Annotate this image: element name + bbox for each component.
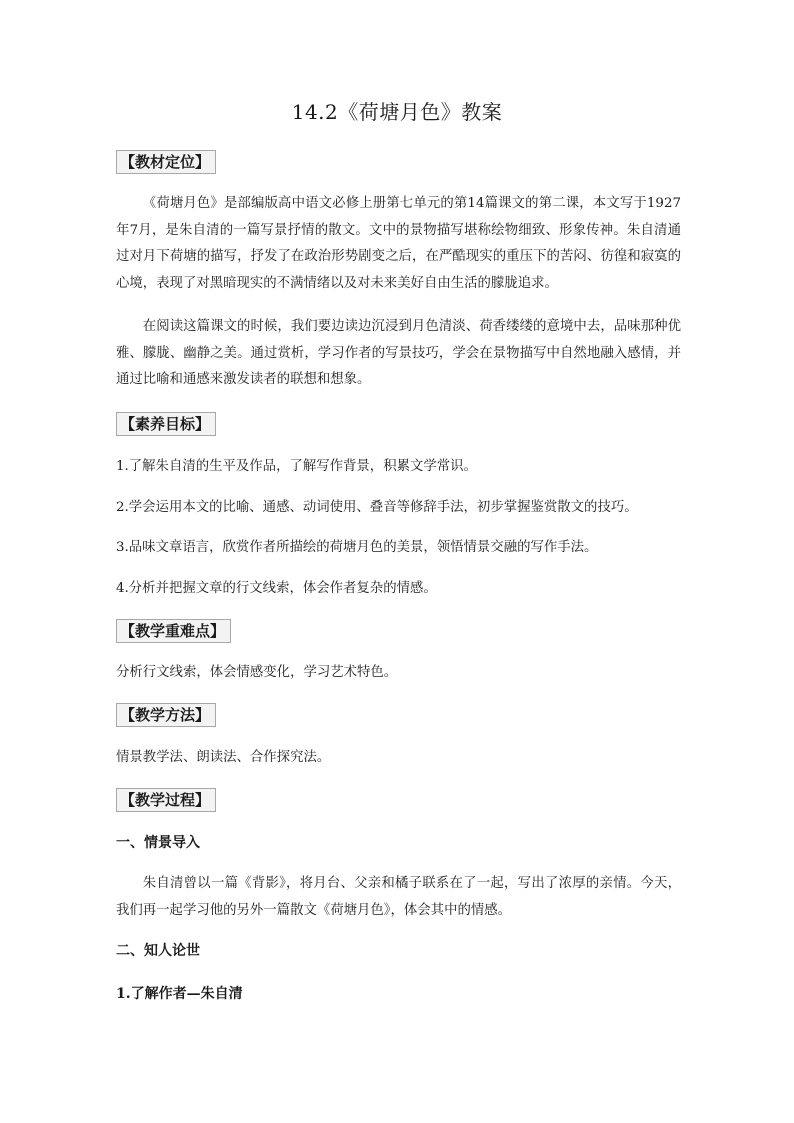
section-heading-goals: 【素养目标】 — [116, 412, 216, 436]
positioning-paragraph-1: 《荷塘月色》是部编版高中语文必修上册第七单元的第14篇课文的第二课，本文写于1927年7月，是朱自清的一篇写景抒情的散文。文中的景物描写堪称绘物细致、形象传神。朱自清通过对月下荷塘的描写，抒发了在政治形势剧变之后，在严酷现实的重压下的苦闷、彷徨和寂寞的心境，表现了对黑暗现实的不满情绪以及对未来美好自由生活的朦胧追求。 — [116, 196, 681, 291]
section-heading-key-points: 【教学重难点】 — [116, 619, 231, 643]
methods-text: 情景教学法、朗读法、合作探究法。 — [116, 750, 331, 765]
process-part-1-title: 一、情景导入 — [116, 835, 200, 851]
goal-item-1: 1.了解朱自清的生平及作品，了解写作背景，积累文学常识。 — [116, 459, 477, 474]
page-title: 14.2《荷塘月色》教案 — [291, 100, 503, 124]
section-heading-process: 【教学过程】 — [116, 788, 216, 812]
goal-item-3: 3.品味文章语言，欣赏作者所描绘的荷塘月色的美景，领悟情景交融的写作手法。 — [116, 540, 598, 555]
process-part-1-text: 朱自清曾以一篇《背影》，将月台、父亲和橘子联系在了一起，写出了浓厚的亲情。今天，我们再一起学习他的另外一篇散文《荷塘月色》，体会其中的情感。 — [116, 876, 681, 918]
process-part-2-title: 二、知人论世 — [116, 943, 200, 959]
process-part-2-sub-1: 1.了解作者—朱自清 — [116, 986, 243, 1002]
section-heading-methods: 【教学方法】 — [116, 703, 216, 727]
goal-item-2: 2.学会运用本文的比喻、通感、动词使用、叠音等修辞手法，初步掌握鉴赏散文的技巧。 — [116, 500, 638, 515]
positioning-paragraph-2: 在阅读这篇课文的时候，我们要边读边沉浸到月色清淡、荷香缕缕的意境中去，品味那种优雅、朦胧、幽静之美。通过赏析，学习作者的写景技巧，学会在景物描写中自然地融入感情，并通过比喻和通感来激发读者的联想和想象。 — [116, 319, 681, 387]
goal-item-4: 4.分析并把握文章的行文线索，体会作者复杂的情感。 — [116, 581, 437, 596]
section-heading-positioning: 【教材定位】 — [116, 150, 216, 174]
key-points-text: 分析行文线索，体会情感变化，学习艺术特色。 — [116, 665, 398, 680]
